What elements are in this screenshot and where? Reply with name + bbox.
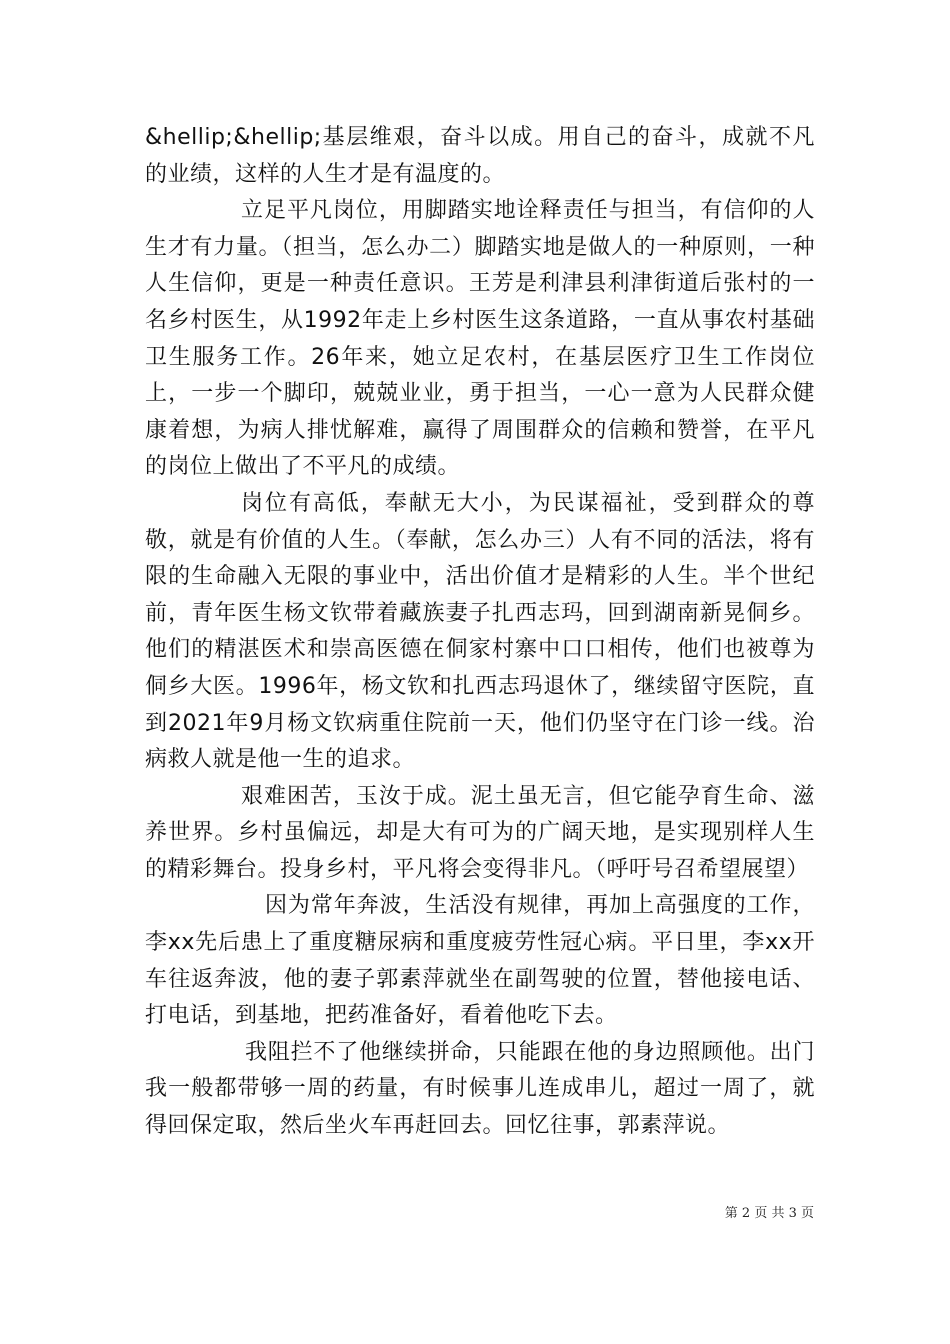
paragraph-3: 岗位有高低，奉献无大小，为民谋福祉，受到群众的尊敬，就是有价值的人生。（奉献，怎么办三）人有不同的活法，将有限的生命融入无限的事业中，活出价值才是精彩的人生。半个世纪前，青年医生杨文钦带着藏族妻子扎西志玛，回到湖南新晃侗乡。他们的精湛医术和崇高医德在侗家村寨中口口相传，他们也被尊为侗乡大医。1996年，杨文钦和扎西志玛退休了，继续留守医院，直到2021年9月杨文钦病重住院前一天，他们仍坚守在门诊一线。治病救人就是他一生的追求。 <box>145 490 815 773</box>
paragraph-2: 立足平凡岗位，用脚踏实地诠释责任与担当，有信仰的人生才有力量。（担当，怎么办二）脚踏实地是做人的一种原则，一种人生信仰，更是一种责任意识。王芳是利津县利津街道后张村的一名乡村医生，从1992年走上乡村医生这条道路，一直从事农村基础卫生服务工作。26年来，她立足农村，在基层医疗卫生工作岗位上，一步一个脚印，兢兢业业，勇于担当，一心一意为人民群众健康着想，为病人排忧解难，赢得了周围群众的信赖和赞誉，在平凡的岗位上做出了不平凡的成绩。 <box>145 198 815 480</box>
paragraph-1: &hellip;&hellip;基层维艰，奋斗以成。用自己的奋斗，成就不凡的业绩，这样的人生才是有温度的。 <box>145 125 815 187</box>
paragraph-6: 我阻拦不了他继续拼命，只能跟在他的身边照顾他。出门我一般都带够一周的药量，有时候事儿连成串儿，超过一周了，就得回保定取，然后坐火车再赶回去。回忆往事，郭素萍说。 <box>145 1039 815 1139</box>
paragraph-4: 艰难困苦，玉汝于成。泥土虽无言，但它能孕育生命、滋养世界。乡村虽偏远，却是大有可为的广阔天地，是实现别样人生的精彩舞台。投身乡村，平凡将会变得非凡。（呼吁号召希望展望） <box>145 783 815 882</box>
document-body <box>145 120 815 1145</box>
page-number: 第 2 页 共 3 页 <box>724 1206 814 1221</box>
paragraph-5: 因为常年奔波，生活没有规律，再加上高强度的工作，李xx先后患上了重度糖尿病和重度疲劳性冠心病。平日里，李xx开车往返奔波，他的妻子郭素萍就坐在副驾驶的位置，替他接电话、打电话，到基地，把药准备好，看着他吃下去。 <box>145 893 815 1029</box>
